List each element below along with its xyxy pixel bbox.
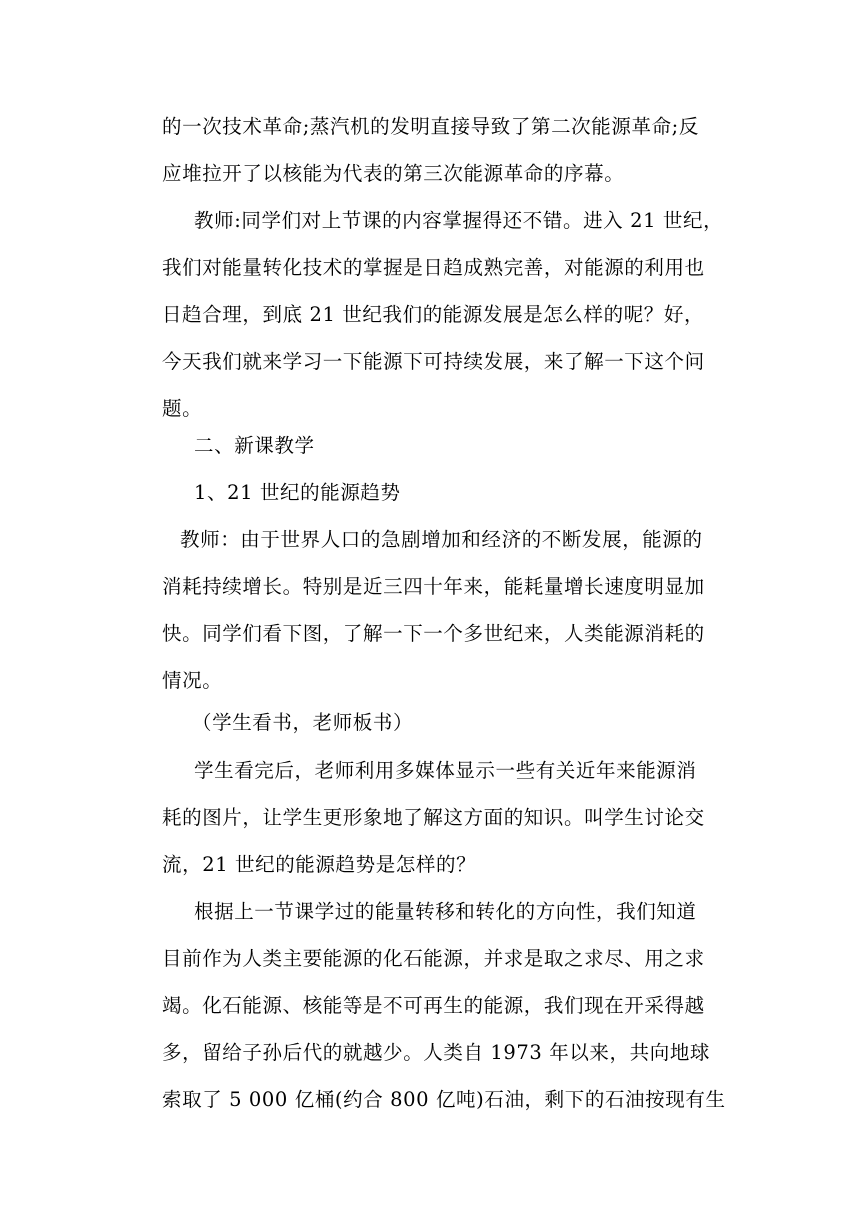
text-line: 题。 <box>162 397 203 420</box>
text-line: 教师:同学们对上节课的内容掌握得还不错。进入 21 世纪， <box>194 209 724 232</box>
section-heading: 二、新课教学 <box>194 434 315 457</box>
text-line: 耗的图片，让学生更形象地了解这方面的知识。叫学生讨论交 <box>162 806 705 829</box>
text-line: 教师：由于世界人口的急剧增加和经济的不断发展，能源的 <box>180 528 703 551</box>
text-line: 情况。 <box>162 669 223 692</box>
text-line: 多，留给子孙后代的就越少。人类自 1973 年以来，共向地球 <box>162 1041 711 1064</box>
text-line: 学生看完后，老师利用多媒体显示一些有关近年来能源消 <box>194 759 697 782</box>
text-line: 今天我们就来学习一下能源下可持续发展，来了解一下这个问 <box>162 350 705 373</box>
text-line: 我们对能量转化技术的掌握是日趋成熟完善，对能源的利用也 <box>162 256 705 279</box>
text-line: 竭。化石能源、核能等是不可再生的能源，我们现在开采得越 <box>162 994 705 1017</box>
text-line: 消耗持续增长。特别是近三四十年来，能耗量增长速度明显加 <box>162 575 705 598</box>
text-line: 根据上一节课学过的能量转移和转化的方向性，我们知道 <box>194 900 697 923</box>
text-line: （学生看书，老师板书） <box>192 711 414 734</box>
text-line: 快。同学们看下图，了解一下一个多世纪来，人类能源消耗的 <box>162 622 705 645</box>
text-line: 日趋合理，到底 21 世纪我们的能源发展是怎么样的呢？好， <box>162 303 705 326</box>
text-line: 的一次技术革命;蒸汽机的发明直接导致了第二次能源革命;反 <box>162 115 699 138</box>
text-line: 流，21 世纪的能源趋势是怎样的？ <box>162 853 477 876</box>
subsection-heading: 1、21 世纪的能源趋势 <box>194 481 401 504</box>
text-line: 应堆拉开了以核能为代表的第三次能源革命的序幕。 <box>162 162 625 185</box>
text-line: 目前作为人类主要能源的化石能源，并求是取之求尽、用之求 <box>162 947 705 970</box>
text-line: 索取了 5 000 亿桶(约合 800 亿吨)石油，剩下的石油按现有生 <box>162 1088 726 1111</box>
